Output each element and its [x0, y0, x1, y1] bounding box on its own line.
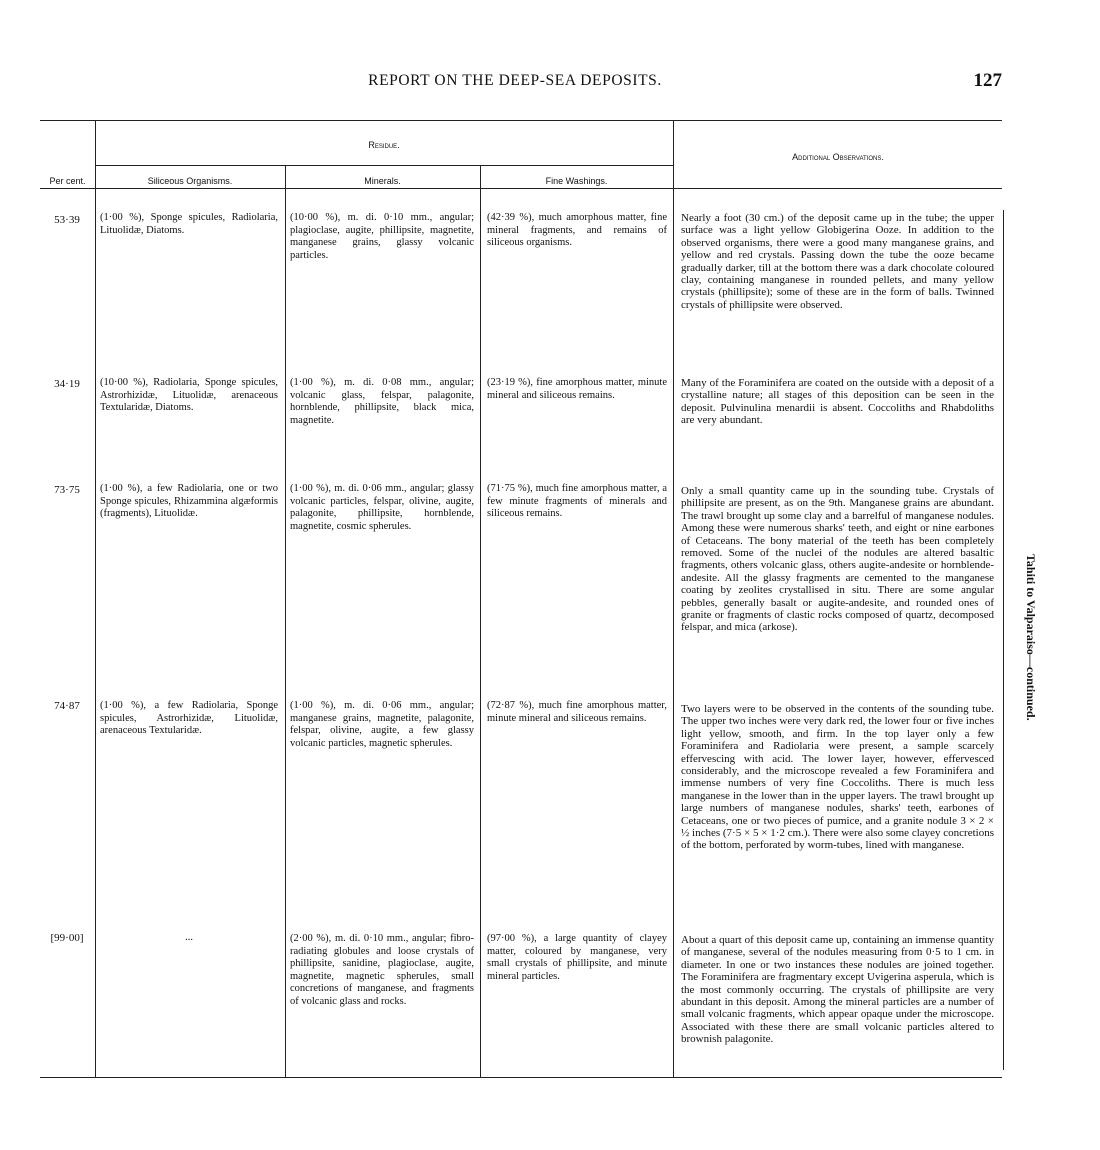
row-4-per-cent: 74·87	[54, 700, 80, 712]
col-rule-3	[480, 165, 481, 1077]
header-additional: Additional Observations.	[792, 152, 884, 162]
col-rule-2	[285, 165, 286, 1077]
row-2-minerals: (1·00 %), m. di. 0·08 mm., angular; volcanic glass, felspar, palagonite, hornblende, phillipsite, black mica, magnetite.	[290, 377, 474, 426]
row-4-additional: Two layers were to be observed in the contents of the sounding tube. The upper two inches were very dark red, the lower four or five inches light yellow, smooth, and firm. In the top layer only a few Foraminifera and Radiolaria were present, a sample scarcely effervescing with acid. The lower layer, however, effervesced considerably, and the microscope revealed a few Foraminifera and immense numbers of very fine Coccoliths. There is much less manganese in the lower than in the upper layers. The trawl brought up large numbers of manganese nodules, sharks' teeth, earbones of Cetaceans, one or two pieces of pumice, and a granite nodule 3 × 2 × ½ inches (7·5 × 5 × 1·2 cm.). There were also some clayey concretions of the bottom, perforated by worm-tubes, lined with manganese.	[681, 703, 994, 852]
row-5-additional: About a quart of this deposit came up, containing an immense quantity of manganese, several of the nodules measuring from 0·5 to 1 cm. in diameter. In one or two instances these nodules are joined together. The Foraminifera are fragmentary except Uvigerina asperula, which is the most commonly occurring. The crystals of phillipsite are very abundant in this deposit. Among the mineral particles are a number of small volcanic fragments, which appear opaque under the microscope. Associated with these there are small volcanic particles altered to brownish palagonite.	[681, 934, 994, 1046]
header-siliceous: Siliceous Organisms.	[147, 176, 233, 186]
row-1-per-cent: 53·39	[54, 214, 80, 226]
header-bottom-rule	[40, 188, 1002, 189]
col-rule-1	[95, 120, 96, 1077]
row-3-minerals: (1·00 %), m. di. 0·06 mm., angular; glassy volcanic particles, felspar, olivine, augite, palagonite, phillipsite, hornblende, magnetite, cosmic spherules.	[290, 483, 474, 532]
row-2-siliceous: (10·00 %), Radiolaria, Sponge spicules, Astrorhizidæ, Lituolidæ, arenaceous Textularidæ, Diatoms.	[100, 377, 278, 414]
running-title: REPORT ON THE DEEP-SEA DEPOSITS.	[368, 72, 662, 89]
row-4-siliceous: (1·00 %), a few Radiolaria, Sponge spicules, Astrorhizidæ, Lituolidæ, arenaceous Textularidæ.	[100, 700, 278, 737]
header-residue: Residue.	[368, 140, 400, 150]
header-fine-washings: Fine Washings.	[545, 176, 608, 186]
table-bottom-rule	[40, 1077, 1002, 1078]
row-2-per-cent: 34·19	[54, 378, 80, 390]
row-5-siliceous: ...	[185, 932, 193, 943]
row-4-minerals: (1·00 %), m. di. 0·06 mm., angular; manganese grains, magnetite, palagonite, felspar, olivine, augite, a few glassy volcanic particles, magnetic spherules.	[290, 700, 474, 749]
route-side-label: Tahiti to Valparaiso—continued.	[1024, 553, 1038, 721]
row-5-minerals: (2·00 %), m. di. 0·10 mm., angular; fibro-radiating globules and loose crystals of phillipsite, sanidine, plagioclase, augite, magnetite, magnetic spherules, small concretions of manganese, and fragments of volcanic glass and rocks.	[290, 933, 474, 1007]
brace-rule	[1003, 210, 1004, 1070]
row-3-per-cent: 73·75	[54, 484, 80, 496]
row-3-additional: Only a small quantity came up in the sounding tube. Crystals of phillipsite are present, as on the 9th. Manganese grains are abundant. The trawl brought up some clay and a barrelful of manganese nodules. Among these were numerous sharks' teeth, and eight or nine earbones of Cetaceans. The bony material of the teeth has been completely removed. Some of the nuclei of the nodules are altered basaltic fragments, others volcanic glass, others augite-andesite or hornblende-andesite. All the glassy fragments are cemented to the manganese coating by zeolites crystallised in situ. There are some angular pebbles, generally basalt or augite-andesite, and rounded ones of granite or fragments of clastic rocks composed of quartz, decomposed felspar, and mica (arkose).	[681, 485, 994, 634]
row-2-fine-washings: (23·19 %), fine amorphous matter, minute mineral and siliceous remains.	[487, 377, 667, 401]
residue-under-rule	[95, 165, 673, 166]
row-3-fine-washings: (71·75 %), much fine amorphous matter, a few minute fragments of minerals and siliceous remains.	[487, 483, 667, 520]
header-per-cent: Per cent.	[49, 176, 86, 186]
row-1-minerals: (10·00 %), m. di. 0·10 mm., angular; plagioclase, augite, phillipsite, magnetite, manganese grains, glassy volcanic particles.	[290, 212, 474, 261]
row-1-siliceous: (1·00 %), Sponge spicules, Radiolaria, Lituolidæ, Diatoms.	[100, 212, 278, 236]
row-1-additional: Nearly a foot (30 cm.) of the deposit came up in the tube; the upper surface was a light yellow Globigerina Ooze. In addition to the observed organisms, there were a good many manganese grains, and yellow and red crystals. Passing down the tube the ooze became gradually darker, till at the bottom there was a dark chocolate coloured clay, containing manganese in rounded pellets, and many yellow crystals (phillipsite); some of these are in the form of balls. Twinned crystals of phillipsite were observed.	[681, 212, 994, 311]
table-top-rule	[40, 120, 1002, 121]
row-5-fine-washings: (97·00 %), a large quantity of clayey matter, coloured by manganese, very small crystals of phillipsite, and minute mineral particles.	[487, 933, 667, 982]
col-rule-4	[673, 120, 674, 1077]
row-1-fine-washings: (42·39 %), much amorphous matter, fine mineral fragments, and remains of siliceous organisms.	[487, 212, 667, 249]
row-5-per-cent: [99·00]	[50, 932, 84, 944]
row-4-fine-washings: (72·87 %), much fine amorphous matter, minute mineral and siliceous remains.	[487, 700, 667, 724]
header-minerals: Minerals.	[364, 176, 401, 186]
row-2-additional: Many of the Foraminifera are coated on the outside with a deposit of a crystalline nature; all stages of this deposition can be seen in the deposit. Pulvinulina menardii is absent. Coccoliths and Rhabdoliths are very abundant.	[681, 377, 994, 427]
row-3-siliceous: (1·00 %), a few Radiolaria, one or two Sponge spicules, Rhizammina algæformis (fragments), Lituolidæ.	[100, 483, 278, 520]
page-number: 127	[973, 70, 1002, 91]
